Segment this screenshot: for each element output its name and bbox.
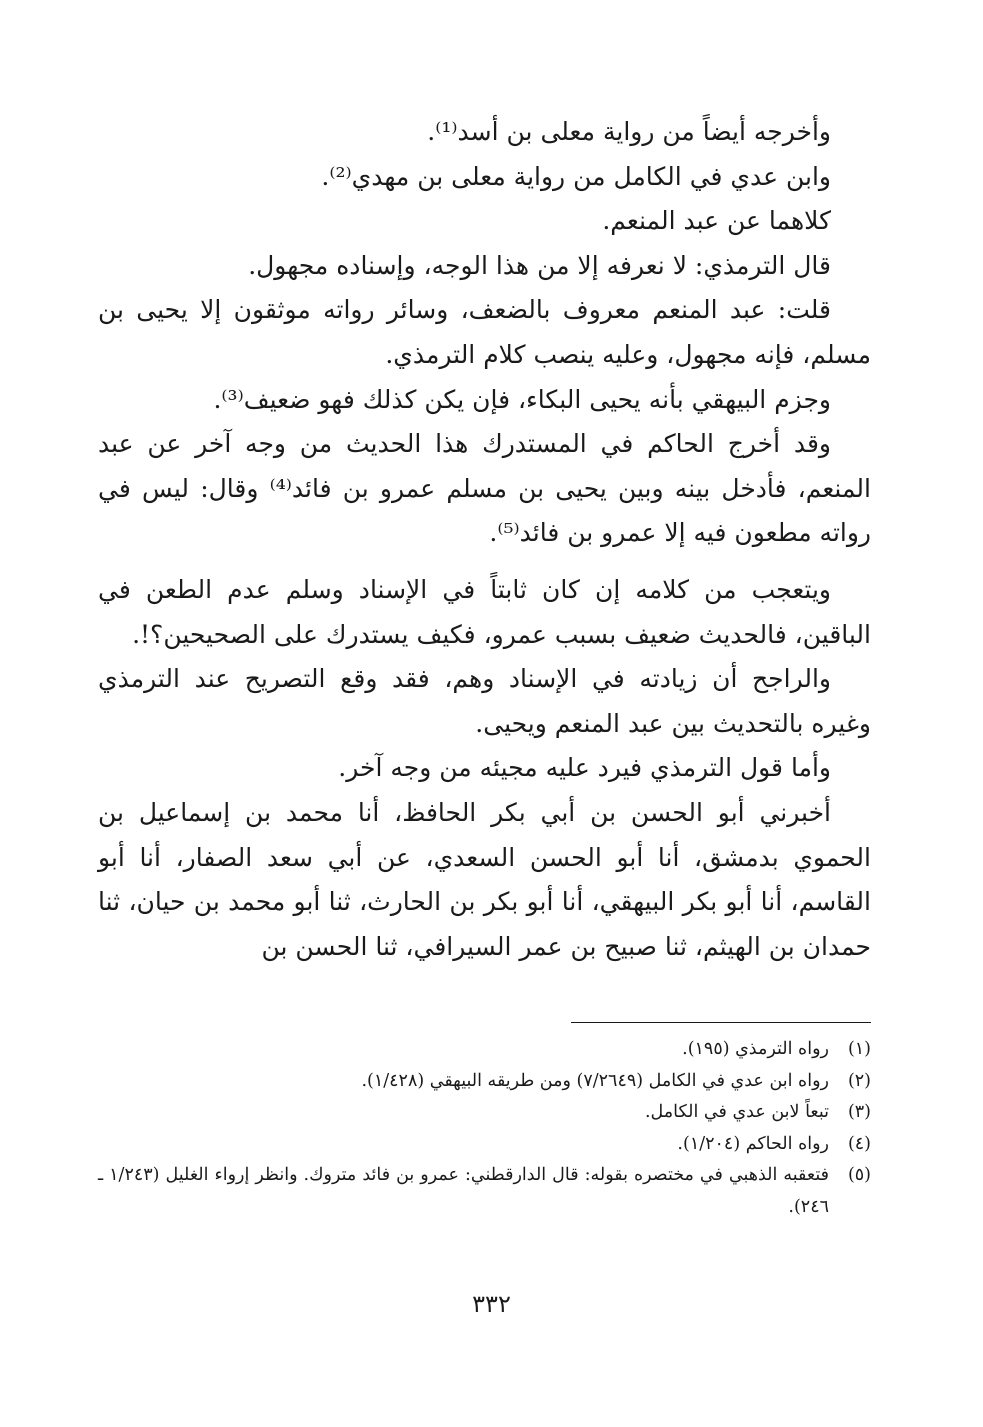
- footnote-text: رواه الترمذي (١٩٥).: [682, 1039, 829, 1059]
- paragraph-7: وقد أخرج الحاكم في المستدرك هذا الحديث من وجه آخر عن عبد المنعم، فأدخل بينه وبين يحيى بن مسلم عمرو بن فائد⁽⁴⁾ وقال: ليس في رواته مطعون فيه إلا عمرو بن فائد⁽⁵⁾.: [98, 429, 871, 548]
- footnote-number: (١): [847, 1039, 871, 1059]
- footnote-number: (٣): [847, 1102, 871, 1122]
- footnote-3: [98, 1097, 871, 1129]
- footnote-text: رواه ابن عدي في الكامل (٧/٢٦٤٩) ومن طريقه البيهقي (١/٤٢٨).: [361, 1070, 829, 1091]
- paragraph-11: أخبرني أبو الحسن بن أبي بكر الحافظ، أنا محمد بن إسماعيل بن الحموي بدمشق، أنا أبو الحسن السعدي، عن أبي سعد الصفار، أنا أبو القاسم، أنا أبو بكر البيهقي، أنا أبو بكر بن الحارث، ثنا أبو محمد بن حيان، ثنا حمدان بن الهيثم، ثنا صبيح بن عمر السيرافي، ثنا الحسن بن: [98, 797, 871, 961]
- paragraph-4: قال الترمذي: لا نعرفه إلا من هذا الوجه، وإسناده مجهول.: [248, 250, 831, 280]
- footnote-text: تبعاً لابن عدي في الكامل.: [644, 1102, 829, 1122]
- paragraph-8: ويتعجب من كلامه إن كان ثابتاً في الإسناد وسلم عدم الطعن في الباقين، فالحديث ضعيف بسبب عمرو، فكيف يستدرك على الصحيحين؟!.: [98, 574, 871, 649]
- paragraph-5: قلت: عبد المنعم معروف بالضعف، وسائر رواته موثقون إلا يحيى بن مسلم، فإنه مجهول، وعليه ينصب كلام الترمذي.: [98, 295, 871, 369]
- paragraph-2: وابن عدي في الكامل من رواية معلى بن مهدي⁽²⁾.: [321, 161, 831, 191]
- paragraph-9: والراجح أن زيادته في الإسناد وهم، فقد وقع التصريح عند الترمذي وغيره بالتحديث بين عبد المنعم ويحيى.: [98, 664, 871, 738]
- paragraph-6: وجزم البيهقي بأنه يحيى البكاء، فإن يكن كذلك فهو ضعيف⁽³⁾.: [213, 384, 831, 414]
- footnotes: [98, 1034, 871, 1223]
- footnote-text: رواه الحاكم (١/٢٠٤).: [677, 1133, 829, 1154]
- main-text: [98, 110, 871, 969]
- paragraph-3: كلاهما عن عبد المنعم.: [602, 206, 831, 236]
- footnote-2: [98, 1066, 871, 1098]
- paragraph-10: وأما قول الترمذي فيرد عليه مجيئه من وجه آخر.: [338, 753, 831, 783]
- footnote-1: [98, 1034, 871, 1066]
- footnote-number: (٢): [847, 1070, 871, 1091]
- footnote-number: (٥): [847, 1165, 871, 1185]
- footnote-text: فتعقبه الذهبي في مختصره بقوله: قال الدارقطني: عمرو بن فائد متروك. وانظر إرواء الغليل (١/٢٤٣ ـ ٢٤٦).: [98, 1165, 829, 1217]
- footnote-4: [98, 1129, 871, 1161]
- footnote-5: [98, 1160, 871, 1223]
- footnote-separator: [571, 1022, 871, 1023]
- paragraph-1: وأخرجه أيضاً من رواية معلى بن أسد⁽¹⁾.: [427, 117, 831, 146]
- page-number: ٣٣٢: [472, 1290, 511, 1318]
- footnote-number: (٤): [847, 1133, 871, 1154]
